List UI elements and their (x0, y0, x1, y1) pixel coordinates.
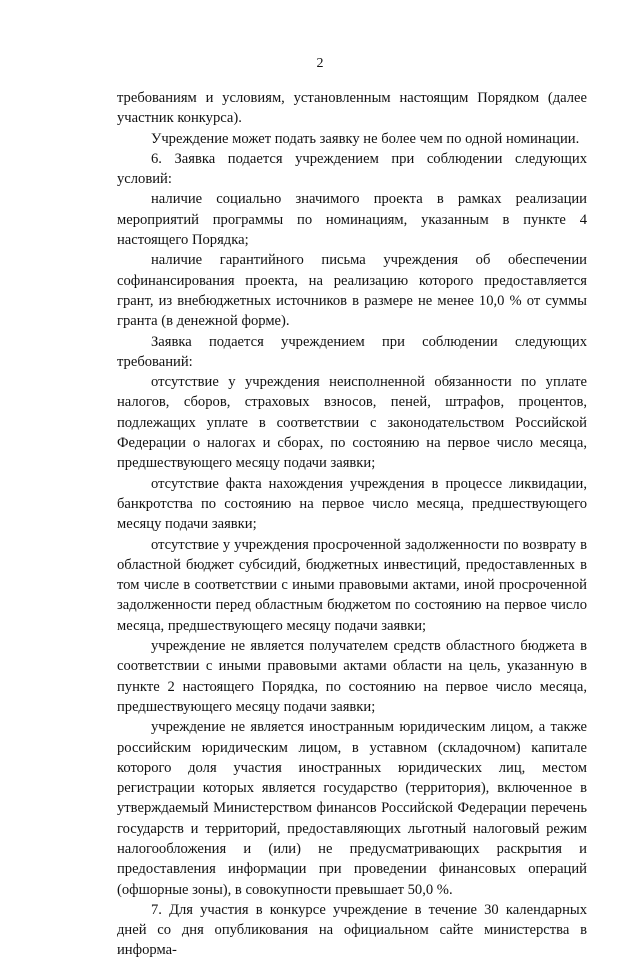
document-body (117, 88, 587, 961)
paragraph: учреждение не является иностранным юридическим лицом, а также российским юридическим лицом, в уставном (складочном) капитале которого доля участия иностранных юридических лиц, местом регистрации которых является государство (территория), включенное в утверждаемый Министерством финансов Российской Федерации перечень государств и территорий, предоставляющих льготный налоговый режим налогообложения и (или) не предусматривающих раскрытия и предоставления информации при проведении финансовых операций (офшорные зоны), в совокупности превышает 50,0 %. (117, 719, 587, 898)
page-number: 2 (316, 56, 324, 71)
paragraph: наличие гарантийного письма учреждения об обеспечении софинансирования проекта, на реализацию которого предоставляется грант, из внебюджетных источников в размере не менее 10,0 % от суммы гранта (в денежной форме). (117, 252, 587, 330)
paragraph: отсутствие у учреждения неисполненной обязанности по уплате налогов, сборов, страховых взносов, пеней, штрафов, процентов, подлежащих уплате в соответствии с законодательством Российской Федерации о налогах и сборах, по состоянию на первое число месяца, предшествующего месяцу подачи заявки; (117, 374, 587, 472)
paragraph: 7. Для участия в конкурсе учреждение в течение 30 календарных дней со дня опубликования на официальном сайте министерства в информа- (117, 901, 587, 959)
paragraph: отсутствие у учреждения просроченной задолженности по возврату в областной бюджет субсидий, бюджетных инвестиций, предоставленных в том числе в соответствии с иными правовыми актами, иной просроченной задолженности перед областным бюджетом по состоянию на первое число месяца, предшествующего месяцу подачи заявки; (117, 536, 587, 634)
paragraph: Учреждение может подать заявку не более чем по одной номинации. (151, 130, 580, 147)
paragraph: Заявка подается учреждением при соблюдении следующих требований: (117, 333, 587, 370)
paragraph: требованиям и условиям, установленным настоящим Порядком (далее участник конкурса). (117, 90, 587, 127)
paragraph: отсутствие факта нахождения учреждения в процессе ликвидации, банкротства по состоянию на первое число месяца, предшествующего месяцу подачи заявки; (117, 475, 587, 533)
paragraph: наличие социально значимого проекта в рамках реализации мероприятий программы по номинациям, указанным в пункте 4 настоящего Порядка; (117, 191, 587, 249)
paragraph: учреждение не является получателем средств областного бюджета в соответствии с иными правовыми актами области на цель, указанную в пункте 2 настоящего Порядка, по состоянию на первое число месяца, предшествующего месяцу подачи заявки; (117, 638, 587, 715)
paragraph: 6. Заявка подается учреждением при соблюдении следующих условий: (117, 150, 587, 188)
